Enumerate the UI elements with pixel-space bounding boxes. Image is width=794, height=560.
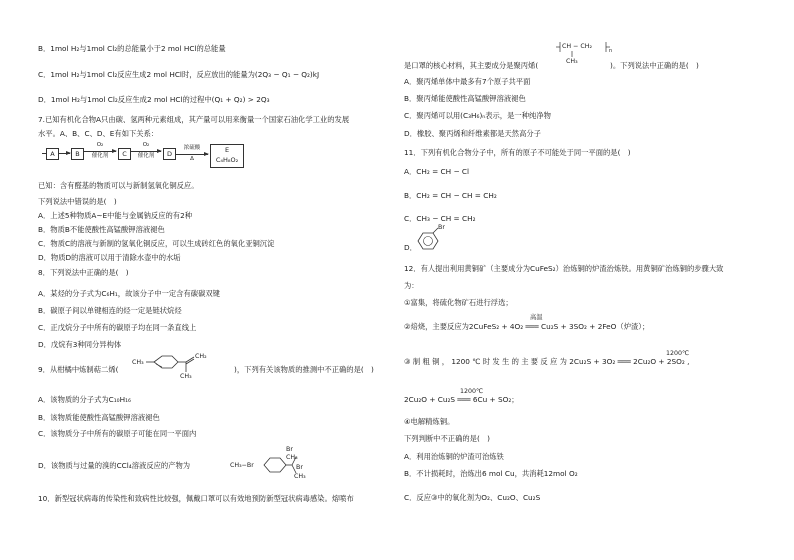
flow-label-catalyst-2: 催化剂	[137, 153, 155, 159]
q9-option-a: A．该物质的分子式为C₁₀H₁₆	[38, 395, 131, 404]
flow-arrow-de	[176, 154, 208, 155]
q8-option-a: A．某烃的分子式为C₆H₁，故该分子中一定含有碳碳双键	[38, 289, 220, 298]
q10-option-a: A．聚丙烯单体中最多有7个原子共平面	[404, 77, 531, 86]
q12-option-a: A．利用治炼铜的炉渣可治炼铁	[404, 452, 504, 461]
q8-option-d: D．戊烷有3种同分异构体	[38, 340, 122, 349]
flow-label-o2-1: O₂	[96, 142, 104, 148]
flow-box-c: C	[118, 148, 131, 160]
q7-option-a: A．上述5种物质A~E中能与金属钠反应的有2种	[38, 211, 193, 220]
flow-box-a: A	[46, 148, 59, 160]
q9-option-b: B．该物质能使酸性高锰酸钾溶液褪色	[38, 413, 160, 422]
flow-arrow-ab	[58, 153, 70, 154]
q9-stem-pre: 9．从柑橘中炼制萜二烯(	[38, 365, 119, 374]
flow-box-e-label: E	[224, 146, 230, 154]
poly-chain: CH − CH₂	[562, 43, 593, 50]
limonene-ch2: CH₂	[195, 353, 207, 360]
q9-option-c: C．该物质分子中所有的碳原子可能在同一平面内	[38, 429, 197, 438]
q9d-product-structure	[230, 445, 330, 485]
q7-option-c: C．物质C的溶液与新制的氢氧化铜反应，可以生成砖红色的氧化亚铜沉淀	[38, 239, 275, 248]
flow-connector-a	[42, 153, 46, 154]
q7-question: 下列说法中错误的是( )	[38, 197, 117, 206]
q7-stem-line1: 7.已知有机化合物A只由碳、氢两种元素组成，其产量可以用来衡量一个国家石油化学工业的发展	[38, 115, 350, 124]
product-ch3-top: CH₃	[286, 454, 298, 461]
flow-box-d: D	[163, 148, 176, 160]
q11-option-a: A．CH₂ = CH − Cl	[404, 167, 470, 176]
poly-n: n	[609, 48, 613, 54]
bromobenzene-structure	[416, 224, 456, 252]
q8-option-c: C．正戊烷分子中所有的碳原子均在同一条直线上	[38, 323, 197, 332]
flow-arrow-cd	[131, 151, 161, 152]
q10-option-c: C．聚丙烯可以用(C₃H₆)ₙ表示，是一种纯净物	[404, 111, 551, 120]
flow-label-catalyst-1: 催化剂	[91, 153, 109, 159]
q12-option-c: C．反应③中的氧化剂为O₂、Cu₂O、Cu₂S	[404, 493, 541, 502]
q12-step-2-condition: 高温	[530, 314, 543, 321]
q11-option-b: B．CH₂ = CH − CH = CH₂	[404, 191, 497, 200]
q12-step-4: ④电解精炼铜。	[404, 417, 455, 426]
q7-option-b: B．物质B不能使酸性高锰酸钾溶液褪色	[38, 225, 165, 234]
q7-flow-diagram	[38, 142, 238, 176]
q9-option-d: D．该物质与过量的溴的CCl₄溶液反应的产物为	[38, 461, 191, 470]
product-br-top: Br	[286, 446, 293, 453]
bromobenzene-svg	[416, 230, 456, 252]
flow-label-heat: Δ	[190, 156, 194, 162]
q7-option-d: D．物质D的溶液可以用于清除水壶中的水垢	[38, 253, 181, 262]
flow-arrow-bc	[84, 151, 116, 152]
q10-option-b: B．聚丙烯能使酸性高锰酸钾溶液褪色	[404, 94, 526, 103]
q12-question: 下列判断中不正确的是( )	[404, 434, 490, 443]
q7-stem-line2: 水平。A、B、C、D、E有如下关系：	[38, 129, 159, 138]
bromobenzene-br: Br	[438, 224, 445, 231]
flow-box-e	[210, 144, 244, 168]
q6-option-b: B．1mol H₂与1mol Cl₂的总能量小于2 mol HCl的总能量	[38, 44, 226, 53]
product-ch3br: CH₃−Br	[230, 462, 254, 469]
poly-ch3: CH₃	[566, 58, 578, 65]
q11-option-d: D．	[404, 243, 417, 252]
q12-step-3: ③ 制 粗 铜 ， 1200 ℃ 时 发 生 的 主 要 反 应 为 2Cu₂S + 3O₂ ═══ 2Cu₂O + 2SO₂ ,	[404, 357, 690, 366]
product-ring-svg	[230, 445, 330, 485]
q11-option-c: C．CH₃ − CH = CH₂	[404, 214, 476, 223]
limonene-ch3-down: CH₃	[180, 373, 192, 380]
q10-stem-post: )。下列说法中正确的是( )	[610, 61, 699, 70]
q6-option-d: D．1mol H₂与1mol Cl₂反应生成2 mol HCl的过程中(Q₁ + Q₂) > 2Q₃	[38, 95, 270, 104]
q10-option-d: D．橡胶、聚丙烯和纤维素都是天然高分子	[404, 129, 541, 138]
q11-stem: 11．下列有机化合物分子中，所有的原子不可能处于同一平面的是( )	[404, 148, 631, 157]
limonene-structure	[132, 352, 232, 386]
q12-step-2: ②焙烧，主要反应为2CuFeS₂ + 4O₂ ═══ Cu₂S + 3SO₂ + 2FeO（炉渣）；	[404, 322, 650, 331]
q12-option-b: B．不计损耗时，治炼出6 mol Cu，共消耗12mol O₂	[404, 469, 578, 478]
limonene-ch3-left: CH₃	[132, 359, 144, 366]
flow-label-h2so4: 浓硫酸	[183, 145, 201, 151]
q12-step-3-condition: 1200℃	[666, 350, 690, 357]
q7-note: 已知：含有醛基的物质可以与新制氢氧化铜反应。	[38, 181, 199, 190]
flow-box-e-formula: C₄H₈O₂	[215, 156, 239, 164]
q10-stem: 10．新型冠状病毒的传染性和致病性比较强，佩戴口罩可以有效地预防新型冠状病毒感染。熔喷布	[38, 494, 354, 503]
q12-step-3b-condition: 1200℃	[460, 388, 484, 395]
q12-step-1: ①富集，将硫化物矿石进行浮选；	[404, 298, 513, 307]
product-ch3-bottom: CH₃	[294, 473, 306, 480]
flow-label-o2-2: O₂	[142, 142, 150, 148]
q12-stem-line2: 为：	[404, 281, 419, 290]
flow-box-b: B	[71, 148, 84, 160]
q6-option-c: C．1mol H₂与1mol Cl₂反应生成2 mol HCl时，反应放出的能量为(2Q₃ − Q₁ − Q₂)kJ	[38, 70, 320, 79]
q8-option-b: B．碳原子间以单键相连的烃一定是链状烷烃	[38, 306, 182, 315]
q10-stem-cont: 是口罩的核心材料，其主要成分是聚丙烯(	[404, 61, 539, 70]
q12-step-3b: 2Cu₂O + Cu₂S ═══ 6Cu + SO₂；	[404, 395, 519, 404]
q9-stem-post: )，下列有关该物质的推测中不正确的是( )	[234, 365, 374, 374]
q8-stem: 8．下列说法中正确的是( )	[38, 268, 129, 277]
product-br-bottom: Br	[296, 464, 303, 471]
q12-stem-line1: 12．有人提出利用黄铜矿（主要成分为CuFeS₂）治炼铜的炉渣治炼铁。用黄铜矿治炼铜的步骤大致	[404, 264, 724, 273]
